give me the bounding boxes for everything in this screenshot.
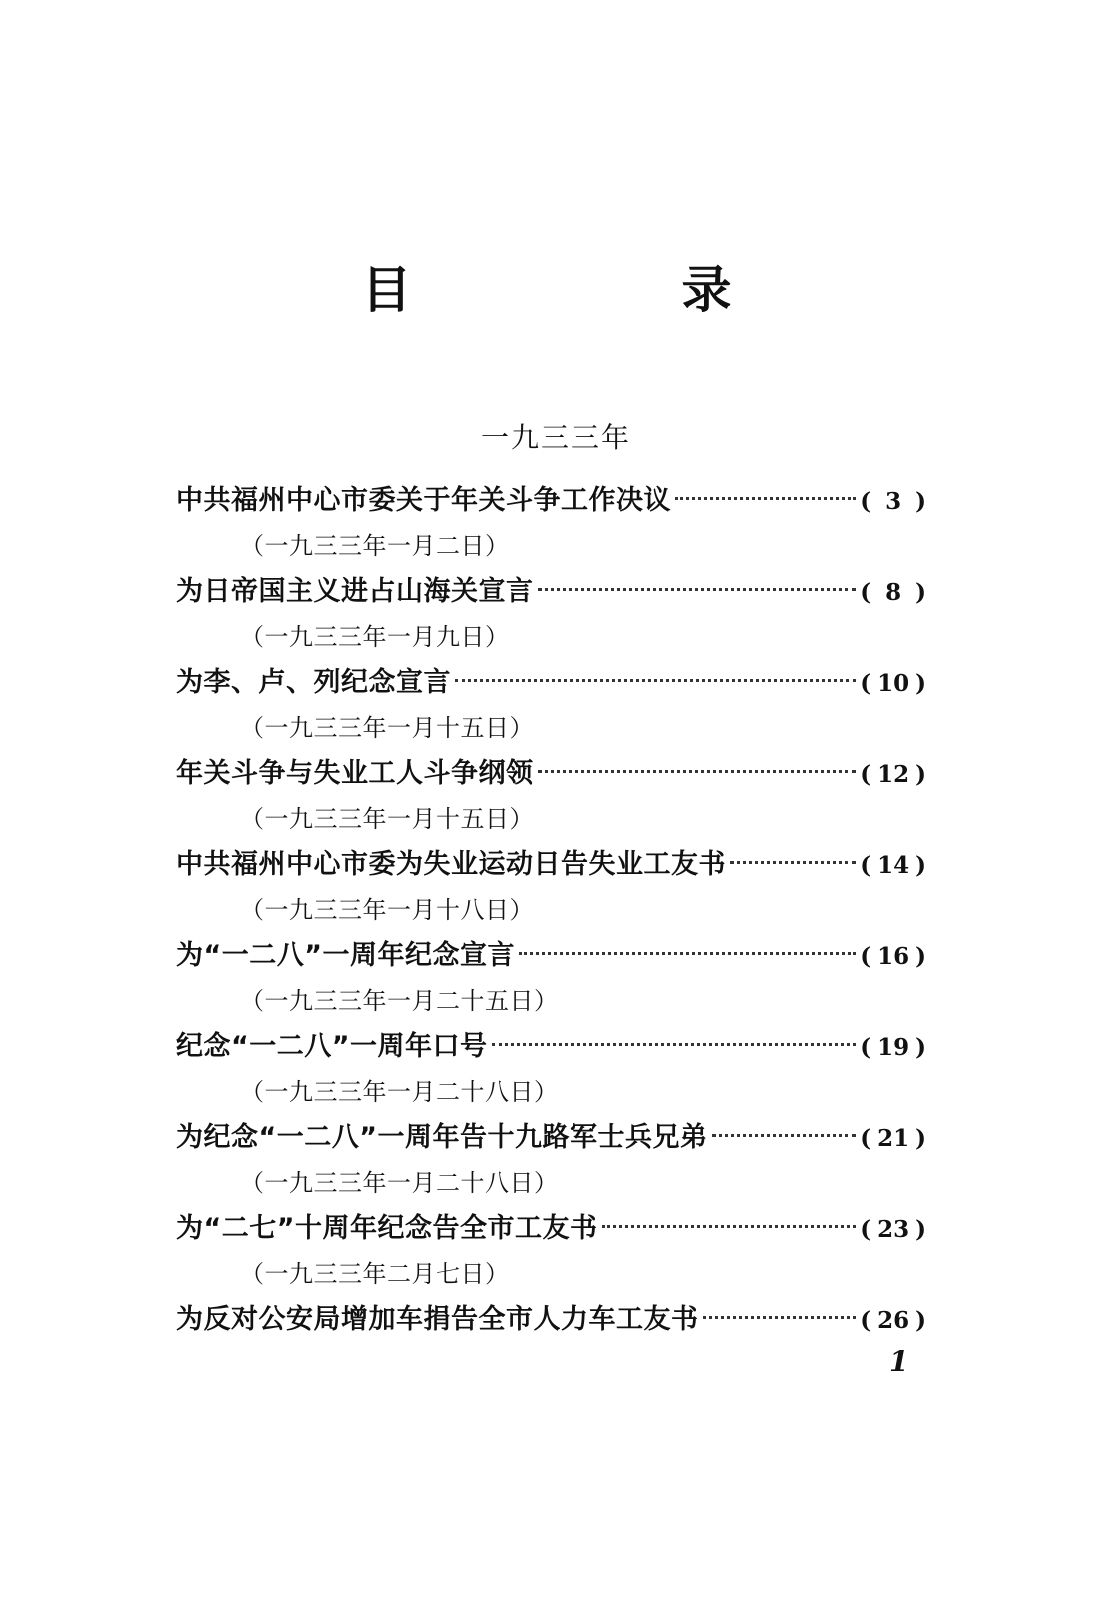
dot-leader	[703, 1316, 857, 1319]
toc-entry-line	[176, 751, 926, 797]
dot-leader	[538, 588, 857, 591]
toc-page-ref: ( 21 )	[860, 1116, 926, 1162]
dot-leader	[519, 952, 856, 955]
toc-page-number: 3	[885, 488, 902, 515]
toc-entry-line	[176, 1024, 926, 1070]
toc-entry-date: （一九三三年一月二十八日）	[240, 1078, 559, 1106]
toc-page-ref: ( 10 )	[860, 661, 926, 707]
dot-leader	[492, 1043, 857, 1046]
table-of-contents	[176, 478, 926, 1388]
dot-leader	[455, 679, 856, 682]
toc-entry-line	[176, 1297, 926, 1343]
toc-entry[interactable]	[176, 1297, 926, 1388]
toc-page-ref: ( 19 )	[860, 1025, 926, 1071]
toc-page-number: 21	[877, 1125, 910, 1152]
toc-entry-title[interactable]: 为“二七”十周年纪念告全市工友书	[176, 1213, 598, 1244]
dot-leader	[602, 1225, 857, 1228]
dot-leader	[712, 1134, 857, 1137]
dot-leader	[538, 770, 857, 773]
toc-entry[interactable]	[176, 569, 926, 660]
toc-entry[interactable]	[176, 842, 926, 933]
toc-page-ref: ( 8 )	[860, 570, 926, 616]
toc-entry-line	[176, 933, 926, 979]
toc-entry[interactable]	[176, 660, 926, 751]
toc-entry-line	[176, 1206, 926, 1252]
toc-entry-date: （一九三三年一月二十五日）	[240, 987, 559, 1015]
toc-entry-date: （一九三三年一月十五日）	[240, 714, 534, 742]
toc-entry-date: （一九三三年一月二十八日）	[240, 1169, 559, 1197]
toc-page-number: 8	[885, 579, 902, 606]
toc-entry-line	[176, 660, 926, 706]
toc-page-ref: ( 16 )	[860, 934, 926, 980]
toc-entry-date: （一九三三年二月七日）	[240, 1260, 510, 1288]
toc-entry-line	[176, 569, 926, 615]
toc-page-ref: ( 14 )	[860, 843, 926, 889]
toc-page-number: 12	[877, 761, 910, 788]
toc-entry[interactable]	[176, 1206, 926, 1297]
toc-entry-title[interactable]: 为“一二八”一周年纪念宣言	[176, 940, 515, 971]
toc-entry-line	[176, 478, 926, 524]
page-number: 1	[889, 1345, 909, 1378]
toc-entry-line	[176, 842, 926, 888]
toc-entry-title[interactable]: 纪念“一二八”一周年口号	[176, 1031, 488, 1062]
toc-entry-date: （一九三三年一月十八日）	[240, 896, 534, 924]
toc-entry-title[interactable]: 为日帝国主义进占山海关宣言	[176, 576, 534, 607]
toc-entry-title[interactable]: 中共福州中心市委关于年关斗争工作决议	[176, 485, 671, 516]
toc-page-ref: ( 3 )	[860, 479, 926, 525]
toc-entry-line	[176, 1115, 926, 1161]
toc-page-number: 16	[877, 943, 910, 970]
toc-entry[interactable]	[176, 1024, 926, 1115]
toc-entry-date: （一九三三年一月二日）	[240, 532, 510, 560]
toc-entry-title[interactable]: 为反对公安局增加车捐告全市人力车工友书	[176, 1304, 699, 1335]
toc-entry-date: （一九三三年一月九日）	[240, 623, 510, 651]
toc-entry[interactable]	[176, 478, 926, 569]
toc-entry-title[interactable]: 中共福州中心市委为失业运动日告失业工友书	[176, 849, 726, 880]
toc-page-number: 14	[877, 852, 910, 879]
toc-entry-date: （一九三三年一月十五日）	[240, 805, 534, 833]
page-title: 目 录	[361, 261, 842, 319]
toc-page-number: 10	[877, 670, 910, 697]
toc-page-number: 19	[877, 1034, 910, 1061]
toc-entry[interactable]	[176, 933, 926, 1024]
toc-page-ref: ( 26 )	[860, 1298, 926, 1344]
toc-page-number: 23	[877, 1216, 910, 1243]
dot-leader	[730, 861, 856, 864]
toc-entry-title[interactable]: 为纪念“一二八”一周年告十九路军士兵兄弟	[176, 1122, 708, 1153]
toc-entry[interactable]	[176, 1115, 926, 1206]
toc-page-ref: ( 23 )	[860, 1207, 926, 1253]
year-heading: 一九三三年	[480, 421, 631, 454]
toc-page-ref: ( 12 )	[860, 752, 926, 798]
toc-entry-title[interactable]: 为李、卢、列纪念宣言	[176, 667, 451, 698]
toc-entry[interactable]	[176, 751, 926, 842]
dot-leader	[675, 497, 856, 500]
toc-entry-title[interactable]: 年关斗争与失业工人斗争纲领	[176, 758, 534, 789]
toc-page-number: 26	[877, 1307, 910, 1334]
